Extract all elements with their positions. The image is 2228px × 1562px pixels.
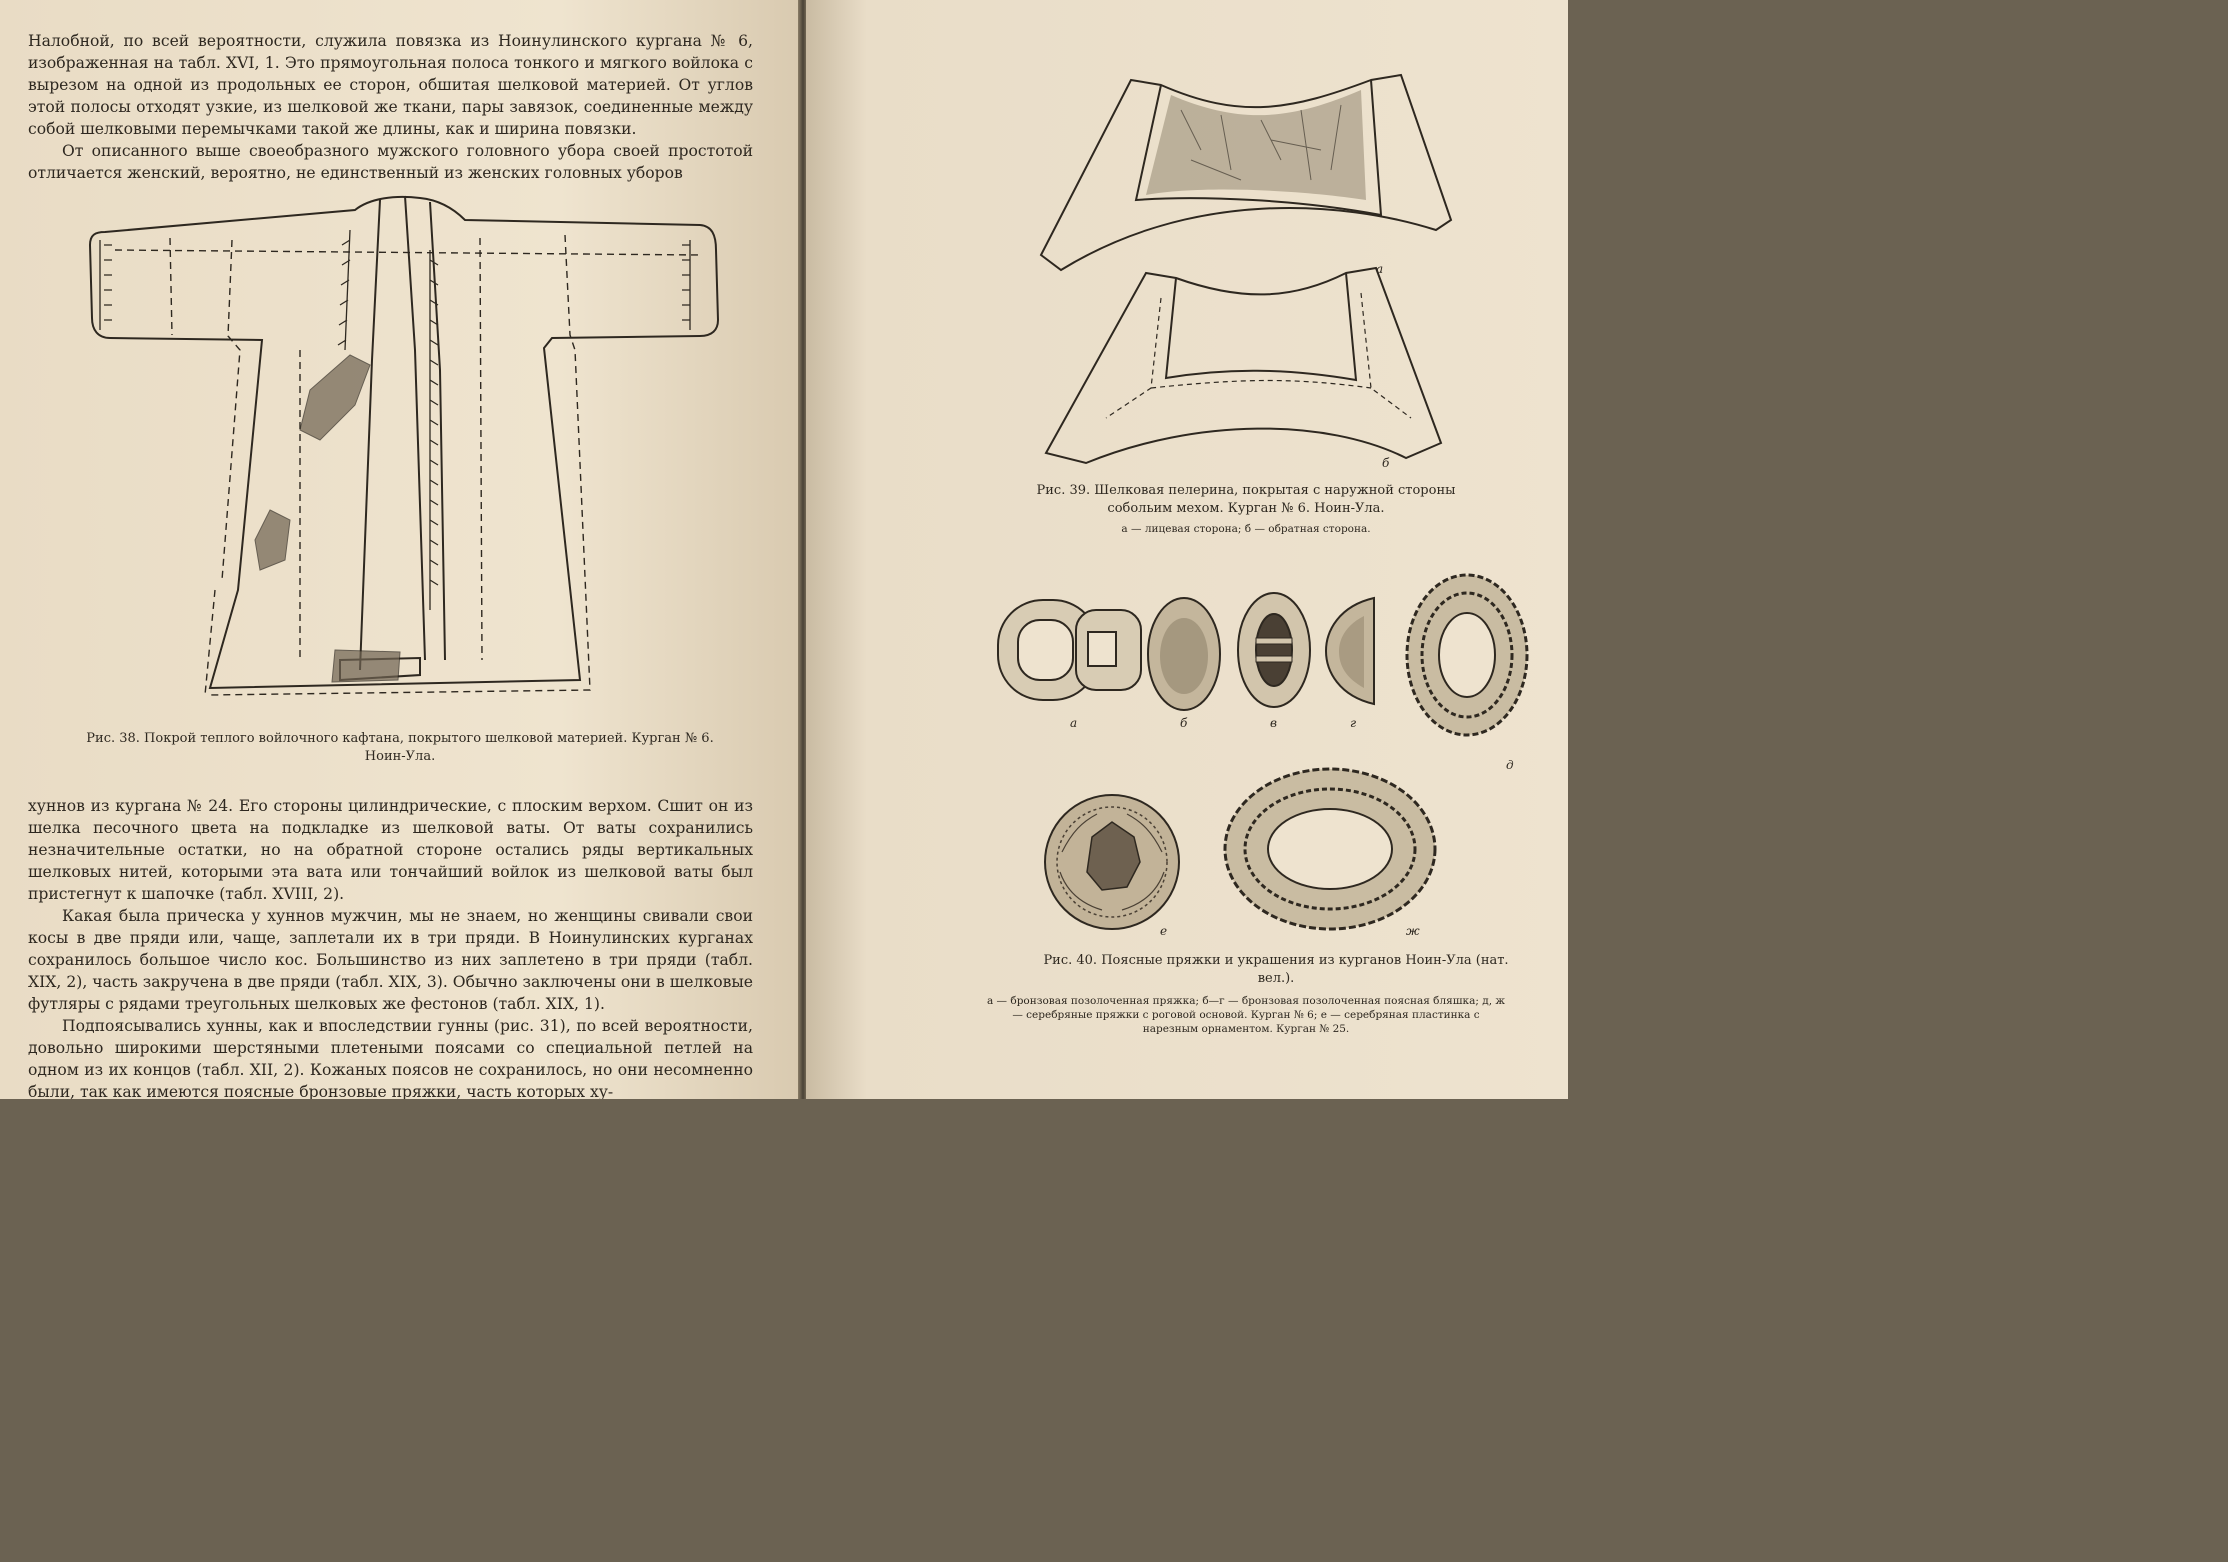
- figure-letter: в: [1270, 716, 1277, 730]
- paragraph: От описанного выше своеобразного мужского головного убора своей простотой отличается женский, вероятно, не единственный из женских головных уборов: [28, 142, 753, 182]
- figure-letter: д: [1506, 758, 1514, 772]
- figure-39-subcaption: а — лицевая сторона; б — обратная сторона.: [1121, 523, 1371, 535]
- buckle-b-drawing: [1144, 594, 1224, 714]
- buckle-a-drawing: [996, 590, 1146, 710]
- buckle-d-drawing: [1402, 570, 1532, 740]
- figure-letter: а: [1376, 262, 1384, 276]
- figure-letter: б: [1382, 456, 1390, 470]
- buckle-zh-drawing: [1220, 764, 1440, 934]
- figure-letter: б: [1180, 716, 1188, 730]
- paragraph: хуннов из кургана № 24. Его стороны цилиндрические, с плоским верхом. Сшит он из шелка песочного цвета на подкладке из шелковой ваты. От ваты сохранились незначительные остатки, но на обратной стороне остались ряды вертикальных шелковых нитей, которыми эта вата или тончайший войлок из шелковой ваты был пристегнут к шапочке (табл. XVIII, 2).: [28, 797, 753, 903]
- figure-40-caption: Рис. 40. Поясные пряжки и украшения из курганов Ноин-Ула (нат. вел.).: [1043, 953, 1509, 986]
- figure-letter: ж: [1406, 924, 1420, 938]
- plate-e-drawing: [1042, 792, 1182, 932]
- figure-40-subcaption: а — бронзовая позолоченная пряжка; б—г — бронзовая позолоченная поясная бляшка; д, ж — серебряные пряжки с роговой основой. Курган № 6; е — серебряная пластинка с нарезным орнаментом. Курган № 25.: [986, 995, 1506, 1035]
- paragraph: Налобной, по всей вероятности, служила повязка из Ноинулинского кургана № 6, изображенная на табл. XVI, 1. Это прямоугольная полоса тонкого и мягкого войлока с вырезом на одной из продольных ее сторон, обшитая шелковой материей. От углов этой полосы отходят узкие, из шелковой же ткани, пары завязок, соединенные между собой шелковыми перемычками такой же длины, как и ширина повязки.: [28, 32, 753, 138]
- left-page: [0, 0, 800, 1099]
- right-page: [806, 0, 1568, 1099]
- paragraph: Подпоясывались хунны, как и впоследствии гунны (рис. 31), по всей вероятности, довольно широкими шерстяными плетеными поясами со специальной петлей на одном из их концов (табл. XII, 2). Кожаных поясов не сохранилось, но они несомненно были, так как имеются поясные бронзовые пряжки, часть которых ху-: [28, 1017, 753, 1099]
- buckle-v-drawing: [1234, 590, 1314, 710]
- buckle-g-drawing: [1324, 596, 1384, 706]
- figure-letter: е: [1160, 924, 1168, 938]
- figure-letter: г: [1350, 716, 1357, 730]
- paragraph: Какая была прическа у хуннов мужчин, мы не знаем, но женщины свивали свои косы в две пряди или, чаще, заплетали их в три пряди. В Ноинулинских курганах сохранилось большое число кос. Большинство из них заплетено в три пряди (табл. XIX, 2), часть закручена в две пряди (табл. XIX, 3). Обычно заключены они в шелковые футляры с рядами треугольных шелковых же фестонов (табл. XIX, 1).: [28, 907, 753, 1013]
- kaftan-pattern-drawing: [0, 190, 800, 710]
- cape-back-drawing: [1046, 268, 1456, 468]
- figure-38-caption: Рис. 38. Покрой теплого войлочного кафтана, покрытого шелковой материей. Курган № 6. Ноин-Ула.: [86, 731, 714, 764]
- bottom-text-block: [28, 795, 753, 1099]
- cape-front-drawing: [1041, 70, 1481, 290]
- figure-letter: а: [1070, 716, 1078, 730]
- top-text-block: [28, 30, 753, 184]
- figure-39-caption: Рис. 39. Шелковая пелерина, покрытая с наружной стороны собольим мехом. Курган № 6. Ноин-Ула.: [1036, 483, 1456, 516]
